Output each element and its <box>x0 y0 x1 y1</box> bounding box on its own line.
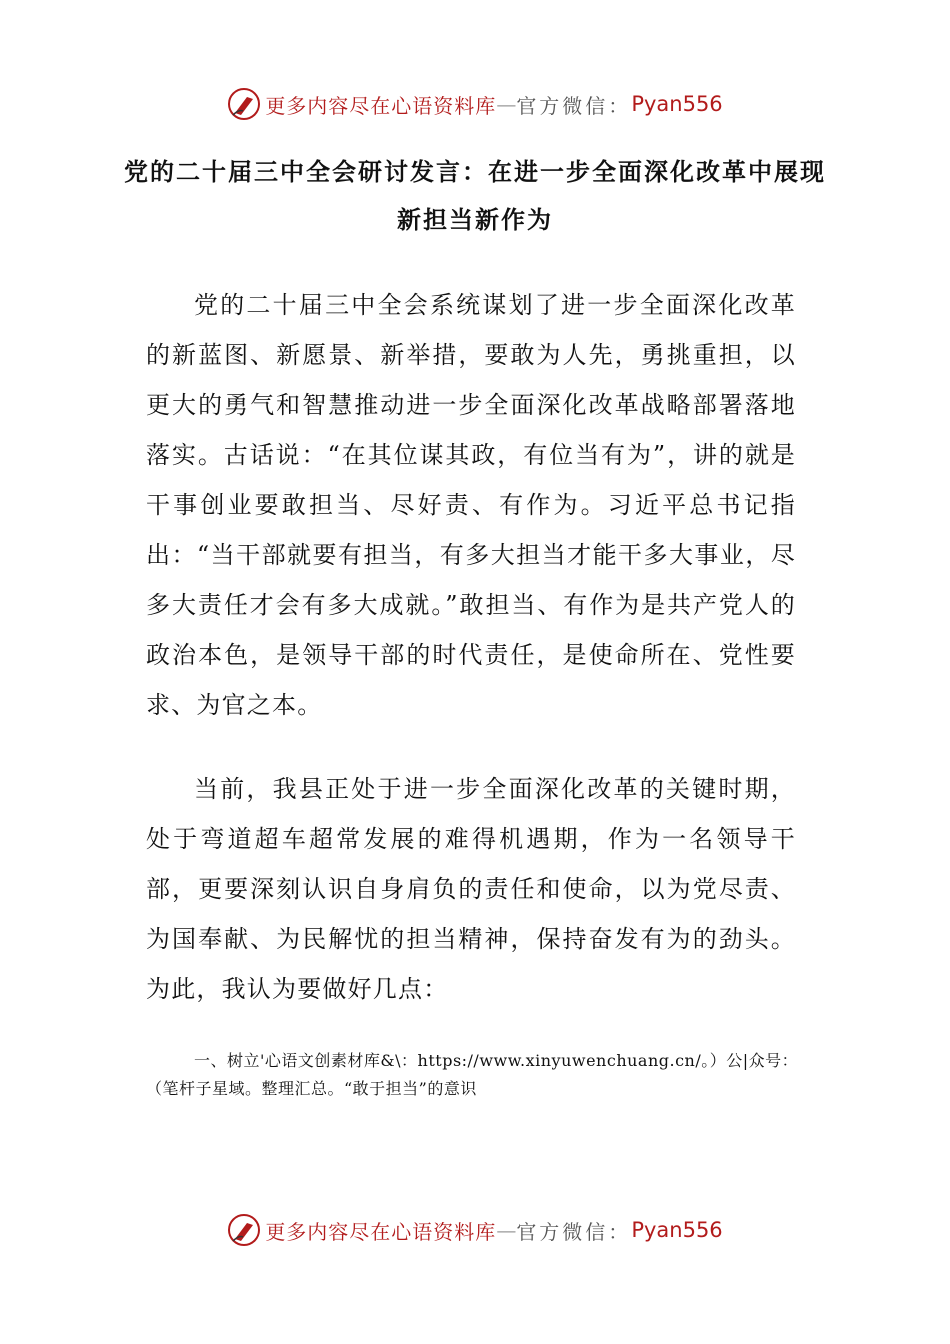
footer-banner-text: 更多内容尽在心语资料库 <box>265 1219 497 1244</box>
footer-banner-wechat-id: Pyan556 <box>631 1218 723 1242</box>
section-heading-note: 一、树立'心语文创素材库&\：https://www.xinyuwenchuang.cn/。）公|众号：（笔杆子星域。整理汇总。“敢于担当”的意识 <box>146 1051 799 1098</box>
banner-wechat-id: Pyan556 <box>631 92 723 116</box>
pen-nib-icon <box>227 87 261 121</box>
paragraph-2: 当前，我县正处于进一步全面深化改革的关键时期，处于弯道超车超常发展的难得机遇期，作为一名领导干部，更要深刻认识自身肩负的责任和使命，以为党尽责、为国奉献、为民解忧的担当精神，保持奋发有为的劲头。为此，我认为要做好几点： <box>146 775 796 1003</box>
footer-banner <box>0 1210 950 1250</box>
footer-banner-separator: — <box>496 1218 517 1242</box>
banner-wechat-label: 官方微信： <box>516 93 632 118</box>
pen-nib-icon <box>227 1213 261 1247</box>
footer-banner-wechat-label: 官方微信： <box>516 1219 632 1244</box>
banner-text: 更多内容尽在心语资料库 <box>265 93 497 118</box>
banner-separator: — <box>496 92 517 116</box>
paragraph-1: 党的二十届三中全会系统谋划了进一步全面深化改革的新蓝图、新愿景、新举措，要敢为人先，勇挑重担，以更大的勇气和智慧推动进一步全面深化改革战略部署落地落实。古话说：“在其位谋其政，有位当有为”，讲的就是干事创业要敢担当、尽好责、有作为。习近平总书记指出：“当干部就要有担当，有多大担当才能干多大事业，尽多大责任才会有多大成就。”敢担当、有作为是共产党人的政治本色，是领导干部的时代责任，是使命所在、党性要求、为官之本。 <box>146 291 796 719</box>
page-title: 党的二十届三中全会研讨发言：在进一步全面深化改革中展现新担当新作为 <box>124 157 826 234</box>
header-banner <box>0 84 950 124</box>
